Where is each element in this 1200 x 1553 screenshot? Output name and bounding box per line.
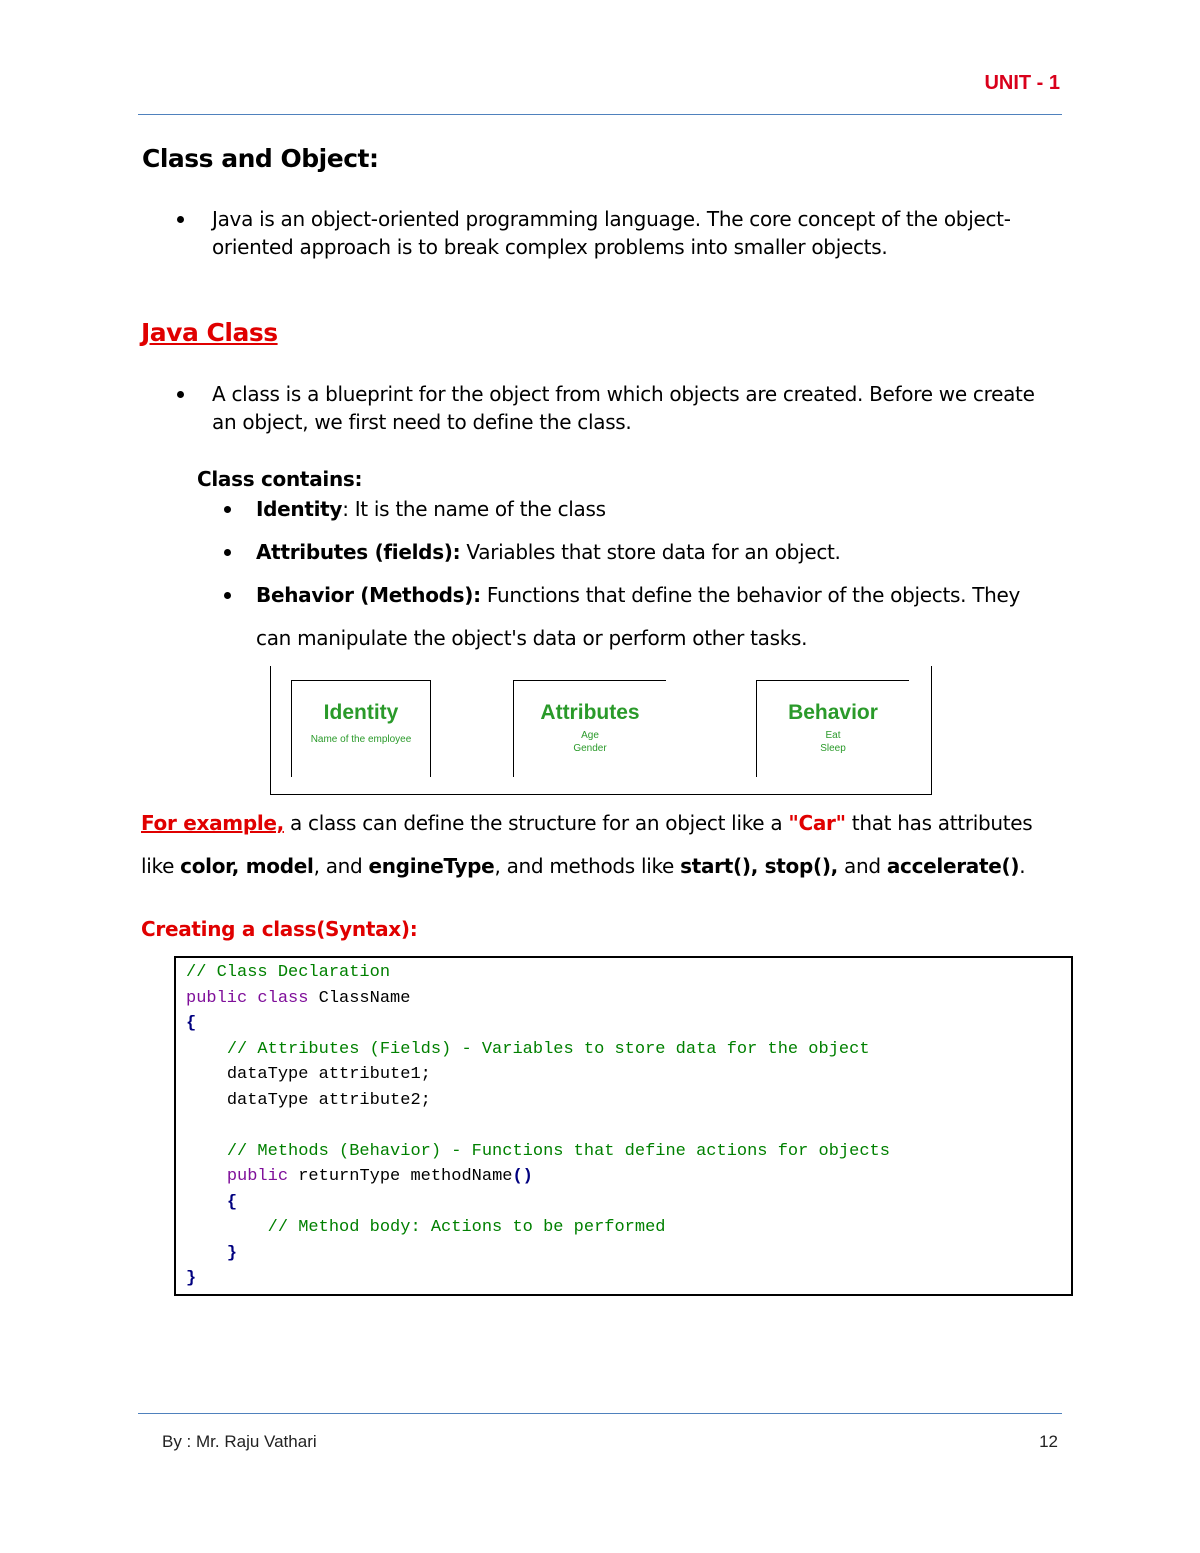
section-heading-java-class: Java Class bbox=[141, 318, 278, 347]
class-definition-paragraph: A class is a blueprint for the object from which objects are created. Before we create an object, we first need to define the class. bbox=[212, 382, 1035, 434]
diagram-box-attributes: Attributes Age Gender bbox=[513, 680, 666, 777]
class-contains-label: Class contains: bbox=[197, 467, 363, 491]
section-heading-class-and-object: Class and Object: bbox=[142, 144, 379, 173]
diagram-box-identity: Identity Name of the employee bbox=[291, 680, 431, 777]
class-components-diagram bbox=[270, 666, 932, 795]
intro-paragraph: Java is an object-oriented programming language. The core concept of the object- oriented approach is to break complex problems into smaller objects. bbox=[212, 207, 1011, 259]
example-paragraph: For example, a class can define the structure for an object like a "Car" that has attributes like color, model, and engineType, and methods like start(), stop(), and accelerate(). bbox=[141, 811, 1033, 878]
bullet-icon bbox=[177, 216, 184, 223]
footer-author: By : Mr. Raju Vathari bbox=[162, 1432, 317, 1451]
header-rule bbox=[138, 114, 1062, 115]
code-block: // Class Declaration public class ClassName { // Attributes (Fields) - Variables to store data for the object dataType attribute1; dataType attribute2; // Methods (Behavior) - Functions that define actions for objects public returnType methodName() { // Method body: Actions to be performed } } bbox=[174, 956, 1073, 1296]
list-item-behavior: Behavior (Methods): Functions that define the behavior of the objects. They bbox=[256, 583, 1021, 607]
diagram-box-behavior: Behavior Eat Sleep bbox=[756, 680, 909, 777]
bullet-icon bbox=[224, 592, 231, 599]
syntax-heading: Creating a class(Syntax): bbox=[141, 917, 418, 941]
list-item-behavior-continuation: can manipulate the object's data or perform other tasks. bbox=[256, 626, 808, 650]
page-number: 12 bbox=[1039, 1432, 1058, 1451]
bullet-icon bbox=[177, 391, 184, 398]
footer-rule bbox=[138, 1413, 1062, 1414]
bullet-icon bbox=[224, 506, 231, 513]
list-item-identity: Identity: It is the name of the class bbox=[256, 497, 606, 521]
list-item-attributes: Attributes (fields): Variables that store data for an object. bbox=[256, 540, 841, 564]
unit-label: UNIT - 1 bbox=[984, 72, 1060, 94]
bullet-icon bbox=[224, 549, 231, 556]
